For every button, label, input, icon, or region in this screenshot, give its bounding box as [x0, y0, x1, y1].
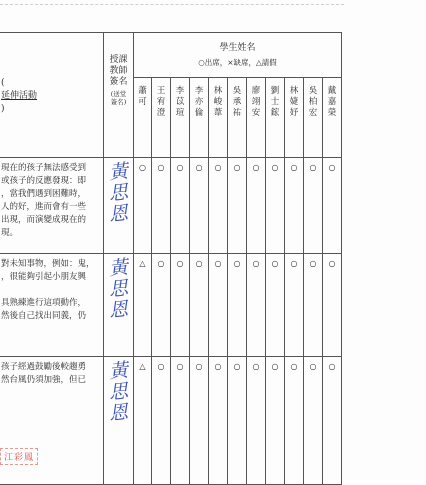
attendance-mark: ○	[190, 158, 209, 254]
student-name-char: 峻	[213, 97, 223, 107]
student-name-char: 安	[251, 108, 261, 118]
lesson-line: 然台風仍須加強，但已	[1, 375, 87, 385]
student-name-cell	[134, 78, 152, 158]
student-name-cell	[247, 78, 266, 158]
lesson-row	[0, 158, 342, 254]
student-name-char: 戴	[327, 86, 337, 96]
student-name-char: 劉	[270, 86, 280, 96]
student-name-cell	[266, 78, 285, 158]
teacher-col-line-3: 簽名	[109, 77, 128, 87]
attendance-legend: ○出席，×缺席，△請假	[198, 58, 277, 67]
signature-char: 黃	[107, 160, 130, 184]
attendance-mark: ○	[323, 254, 342, 357]
signature-char: 恩	[107, 401, 130, 425]
student-name-char: 嘉	[327, 97, 337, 107]
student-name-char: 婕	[289, 97, 299, 107]
student-name-char: 榮	[327, 108, 337, 118]
student-name-char: 吳	[308, 86, 318, 96]
attendance-mark: ○	[171, 357, 190, 485]
attendance-mark: ○	[304, 357, 323, 485]
student-name-cell	[171, 78, 190, 158]
attendance-mark: ○	[304, 254, 323, 357]
attendance-mark: ○	[247, 357, 266, 485]
teacher-col-line-1: 授課	[109, 55, 128, 65]
attendance-mark: ○	[209, 254, 228, 357]
student-name-cell	[285, 78, 304, 158]
attendance-mark: ○	[247, 254, 266, 357]
student-name-char: 倫	[194, 108, 204, 118]
signature-char: 黃	[107, 256, 130, 280]
student-name-cell	[209, 78, 228, 158]
student-name-char: 苡	[175, 97, 185, 107]
student-name-char: 葦	[213, 108, 223, 118]
student-name-char: 承	[232, 97, 242, 107]
attendance-mark: ○	[209, 158, 228, 254]
lesson-line: 或孩子的反應發現：即	[1, 176, 87, 186]
teacher-signature	[104, 254, 134, 357]
student-name-char: 王	[156, 86, 166, 96]
attendance-mark: ○	[247, 158, 266, 254]
attendance-mark: ○	[285, 357, 304, 485]
student-name-char: 宥	[156, 97, 166, 107]
signature-char: 思	[107, 380, 130, 404]
attendance-mark: ○	[285, 254, 304, 357]
attendance-mark: ○	[152, 357, 171, 485]
attendance-table	[0, 32, 342, 485]
student-name-char: 祐	[232, 108, 242, 118]
signature-char: 黃	[107, 359, 130, 383]
subtitle-prefix: (	[1, 78, 5, 88]
teacher-signature-header	[104, 33, 134, 158]
student-name-cell	[323, 78, 342, 158]
teacher-col-line-2: 教師	[109, 66, 128, 76]
attendance-mark: ○	[152, 158, 171, 254]
teacher-note-line-2: 簽名)	[110, 98, 127, 106]
attendance-mark: ○	[171, 254, 190, 357]
attendance-mark: ○	[190, 254, 209, 357]
teacher-note-line-1: (送堂	[110, 90, 127, 98]
student-name-char: 吳	[232, 86, 242, 96]
student-name-char: 李	[175, 86, 185, 96]
student-name-cell	[228, 78, 247, 158]
students-title: 學生姓名	[219, 43, 256, 53]
subtitle-link: 延伸活動	[1, 91, 38, 101]
lesson-line: 人的好，進而會有一些	[1, 202, 87, 212]
attendance-mark: ○	[266, 357, 285, 485]
student-name-char: 士	[270, 97, 280, 107]
student-name-char: 廖	[251, 86, 261, 96]
signature-char: 恩	[107, 298, 130, 322]
lesson-line: 具熟練進行這項動作，	[1, 298, 87, 308]
attendance-mark: ○	[171, 158, 190, 254]
lesson-line: 現在的孩子無法感受到	[1, 163, 87, 173]
signature-char: 思	[107, 277, 130, 301]
student-name-char: 瑄	[175, 108, 185, 118]
student-name-char: 亦	[194, 97, 204, 107]
signature-char: 恩	[107, 202, 130, 226]
lesson-line: ，很能夠引起小朋友興	[1, 272, 87, 282]
lesson-line	[1, 284, 103, 297]
students-header	[134, 33, 342, 78]
attendance-mark: ○	[323, 357, 342, 485]
attendance-mark: ○	[266, 158, 285, 254]
student-name-char: 林	[213, 86, 223, 96]
lesson-line: 現。	[1, 228, 19, 238]
student-name-char: 澄	[156, 108, 166, 118]
attendance-mark: ○	[190, 357, 209, 485]
lesson-description	[0, 254, 104, 357]
attendance-mark: ○	[134, 158, 152, 254]
attendance-mark: △	[134, 254, 152, 357]
attendance-mark: ○	[323, 158, 342, 254]
lesson-line: 孩子經過鼓勵後較趨勇	[1, 362, 87, 372]
lesson-line: 然後自己找出同義，仍	[1, 311, 87, 321]
attendance-mark: ○	[228, 357, 247, 485]
attendance-mark: ○	[285, 158, 304, 254]
attendance-mark: ○	[209, 357, 228, 485]
lesson-description	[0, 158, 104, 254]
lesson-description	[0, 357, 104, 485]
student-name-char: 妤	[289, 108, 299, 118]
student-name-char: 鋐	[270, 108, 280, 118]
signature-char: 思	[107, 181, 130, 205]
subtitle-suffix: )	[1, 104, 5, 114]
student-name-char: 林	[289, 86, 299, 96]
lesson-row	[0, 254, 342, 357]
attendance-mark: ○	[228, 158, 247, 254]
attendance-mark: ○	[152, 254, 171, 357]
student-name-char: 蕭	[138, 86, 147, 96]
lesson-line: 對未知事物，例如：鬼，	[1, 259, 95, 269]
attendance-mark: ○	[304, 158, 323, 254]
student-name-cell	[152, 78, 171, 158]
page-top-edge	[0, 0, 344, 5]
lesson-line: 出現，而演變成現在的	[1, 215, 87, 225]
lesson-line: ，當我們遇到困難時，	[1, 189, 87, 199]
teacher-signature	[104, 357, 134, 485]
student-name-char: 李	[194, 86, 204, 96]
attendance-mark: △	[134, 357, 152, 485]
teacher-signature	[104, 158, 134, 254]
teacher-stamp: 江彩鳳	[0, 448, 38, 465]
attendance-mark: ○	[266, 254, 285, 357]
student-name-char: 宏	[308, 108, 318, 118]
lesson-row	[0, 357, 342, 485]
student-name-cell	[190, 78, 209, 158]
student-name-char: 柏	[308, 97, 318, 107]
student-name-cell	[304, 78, 323, 158]
lesson-header-cell	[0, 33, 104, 158]
student-name-char: 可	[138, 97, 147, 107]
attendance-mark: ○	[228, 254, 247, 357]
student-name-char: 翊	[251, 97, 261, 107]
